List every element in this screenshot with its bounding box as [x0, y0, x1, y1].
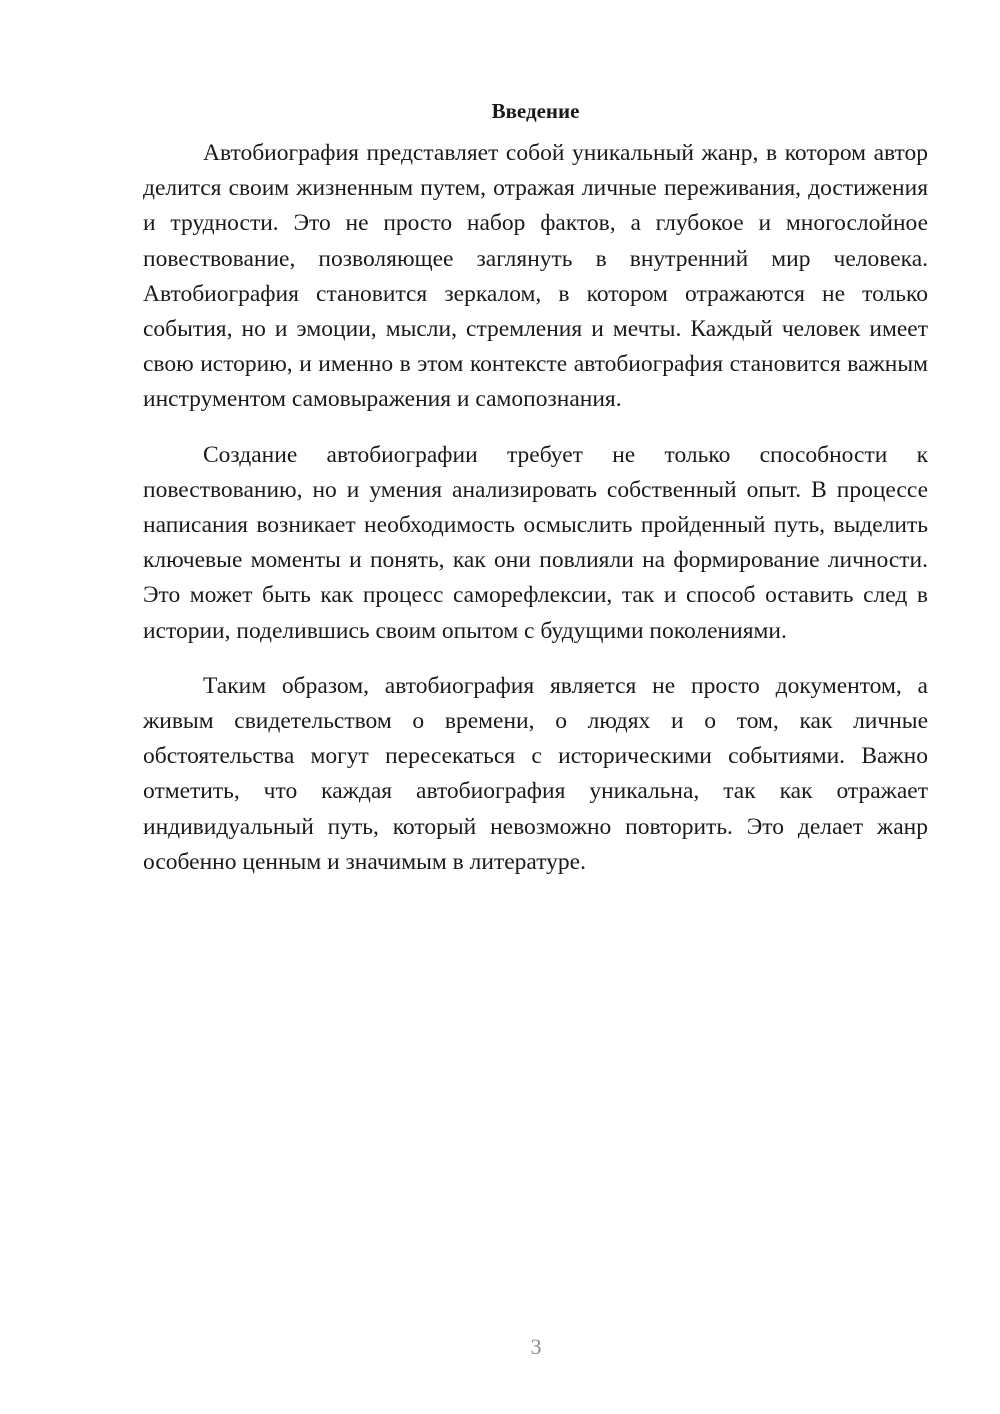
page-number: 3: [530, 1334, 542, 1359]
document-body: [143, 96, 928, 900]
paragraph-1: Автобиография представляет собой уникальный жанр, в котором автор делится своим жизненным путем, отражая личные переживания, достижения и трудности. Это не просто набор фактов, а глубокое и многослойное повествование, позволяющее заглянуть в внутренний мир человека. Автобиография становится зеркалом, в котором отражаются не только события, но и эмоции, мысли, стремления и мечты. Каждый человек имеет свою историю, и именно в этом контексте автобиография становится важным инструментом самовыражения и самопознания.: [143, 140, 928, 413]
section-title: Введение: [491, 99, 580, 123]
paragraph-2: Создание автобиографии требует не только способности к повествованию, но и умения анализировать собственный опыт. В процессе написания возникает необходимость осмыслить пройденный путь, выделить ключевые моменты и понять, как они повлияли на формирование личности. Это может быть как процесс саморефлексии, так и способ оставить след в истории, поделившись своим опытом с будущими поколениями.: [143, 441, 928, 644]
paragraph-3: Таким образом, автобиография является не просто документом, а живым свидетельством о времени, о людях и о том, как личные обстоятельства могут пересекаться с историческими событиями. Важно отметить, что каждая автобиография уникальна, так как отражает индивидуальный путь, который невозможно повторить. Это делает жанр особенно ценным и значимым в литературе.: [143, 672, 928, 875]
